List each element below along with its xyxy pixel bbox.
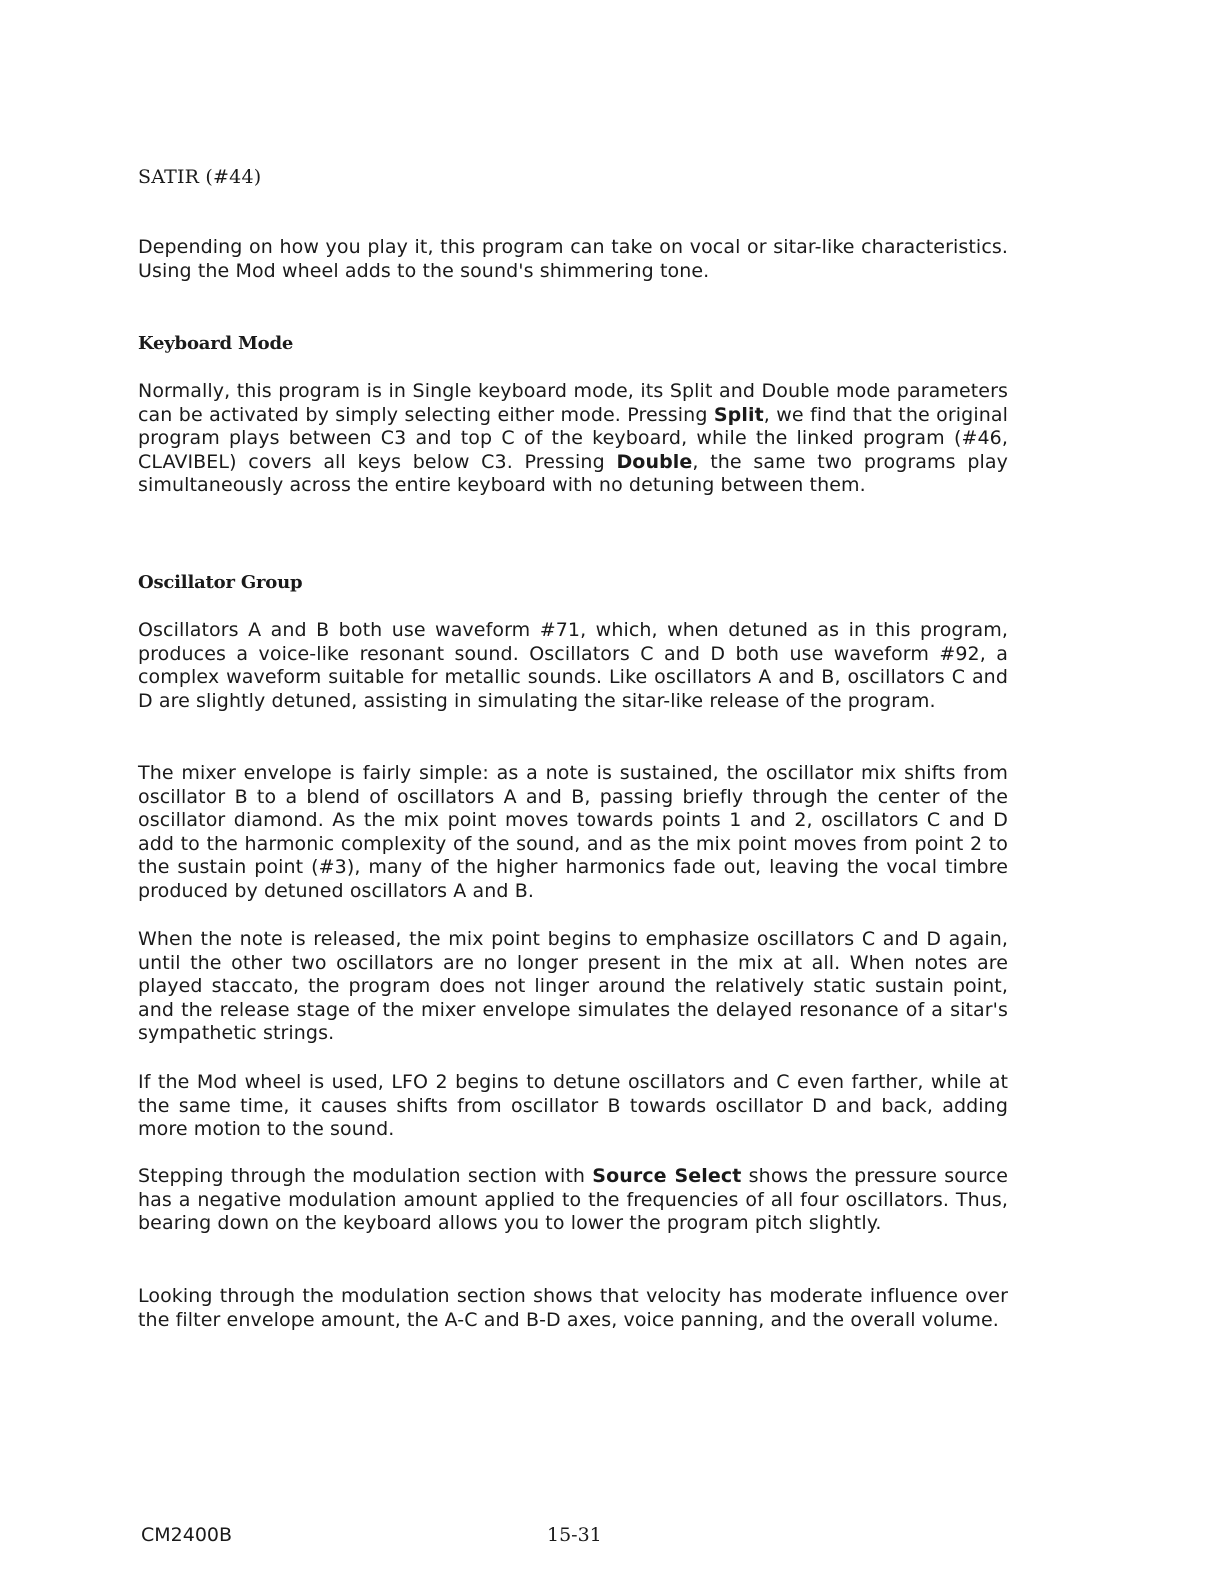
keyboard-mode-text-2: , we find that the original program plays between C3 and top C of the keyboard, while the linked program (#46, CLAVIBEL) covers all keys below C3. Pressing xyxy=(138,403,1008,473)
source-select-text-1: Stepping through the modulation section with xyxy=(138,1165,593,1187)
oscillator-paragraph-1: Oscillators A and B both use waveform #71, which, when detuned as in this program, produces a voice-like resonant sound. Oscillators C and D both use waveform #92, a complex waveform suitable for metallic sounds. Like oscillators A and B, oscillators C and D are slightly detuned, assisting in simulating the sitar-like release of the program. xyxy=(138,619,1008,712)
oscillator-paragraph-3: When the note is released, the mix point begins to emphasize oscillators C and D again, until the other two oscillators are no longer present in the mix at all. When notes are played staccato, the program does not linger around the relatively static sustain point, and the release stage of the mixer envelope simulates the delayed resonance of a sitar's sympathetic strings. xyxy=(138,928,1008,1045)
oscillator-paragraph-6: Looking through the modulation section shows that velocity has moderate influence over the filter envelope amount, the A-C and B-D axes, voice panning, and the overall volume. xyxy=(138,1285,1008,1331)
keyboard-mode-text-1: Normally, this program is in Single keyboard mode, its Split and Double mode parameters can be activated by simply selecting either mode. Pressing xyxy=(138,380,1008,426)
keyboard-mode-text-3: , the same two programs play simultaneously across the entire keyboard with no detuning between them. xyxy=(138,450,1008,497)
keyboard-mode-heading: Keyboard Mode xyxy=(138,333,294,354)
double-keyword: Double xyxy=(616,450,693,473)
source-select-text-2: shows the pressure source has a negative modulation amount applied to the frequencies of all four oscillators. Thus, bearing down on the keyboard allows you to lower the program pitch slightly. xyxy=(138,1165,1008,1235)
page-number: 15-31 xyxy=(547,1524,602,1546)
keyboard-mode-paragraph xyxy=(138,380,1008,498)
oscillator-paragraph-5 xyxy=(138,1165,1008,1236)
intro-paragraph: Depending on how you play it, this program can take on vocal or sitar-like characteristics. Using the Mod wheel adds to the sound's shimmering tone. xyxy=(138,236,1008,282)
document-code: CM2400B xyxy=(141,1524,233,1546)
source-select-keyword: Source Select xyxy=(592,1165,742,1187)
oscillator-paragraph-2: The mixer envelope is fairly simple: as a note is sustained, the oscillator mix shifts from oscillator B to a blend of oscillators A and B, passing briefly through the center of the oscillator diamond. As the mix point moves towards points 1 and 2, oscillators C and D add to the harmonic complexity of the sound, and as the mix point moves from point 2 to the sustain point (#3), many of the higher harmonics fade out, leaving the vocal timbre produced by detuned oscillators A and B. xyxy=(138,762,1008,902)
oscillator-paragraph-4: If the Mod wheel is used, LFO 2 begins to detune oscillators and C even farther, while at the same time, it causes shifts from oscillator B towards oscillator D and back, adding more motion to the sound. xyxy=(138,1071,1008,1141)
oscillator-group-heading: Oscillator Group xyxy=(138,572,303,593)
split-keyword: Split xyxy=(713,403,764,426)
program-title: SATIR (#44) xyxy=(138,166,262,188)
